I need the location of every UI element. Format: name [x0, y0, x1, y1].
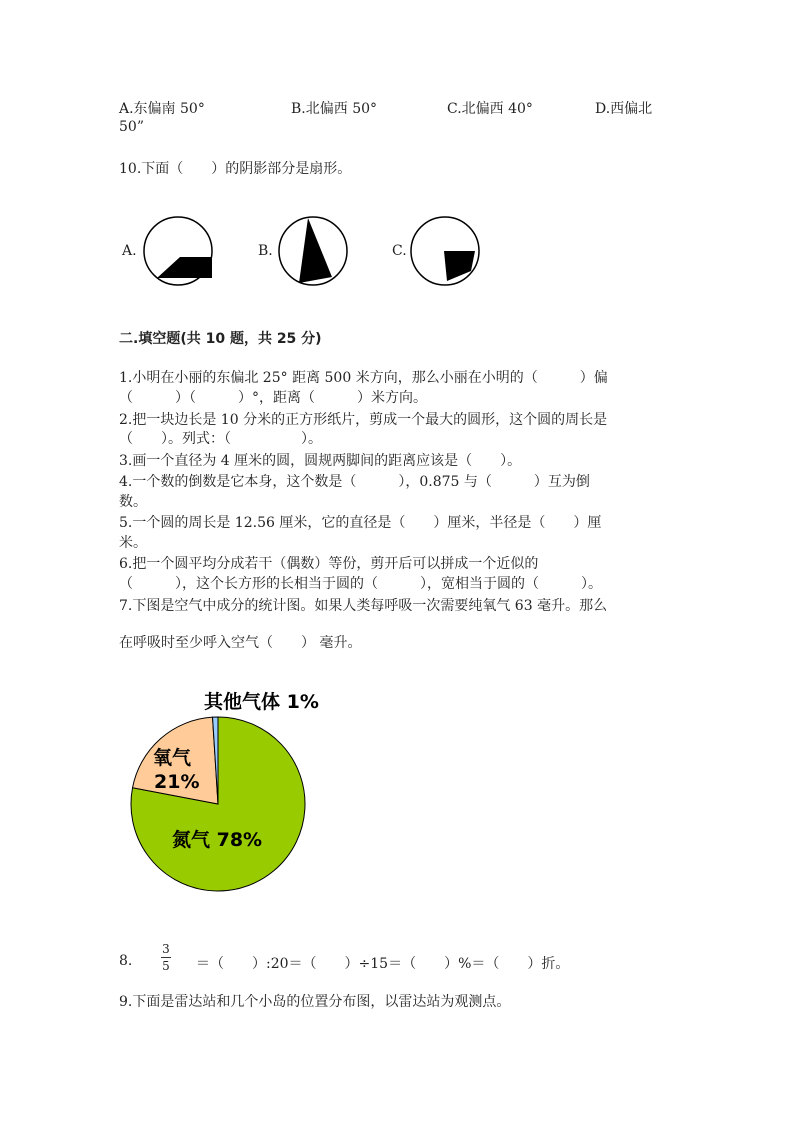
label-other-gas: 其他气体 1% — [204, 691, 319, 713]
option-d: D.西偏北 — [595, 101, 653, 117]
label-oxygen: 氧气 — [153, 747, 192, 769]
question-4-line-2: 数。 — [119, 494, 147, 510]
circle-c-diagram — [410, 216, 480, 286]
question-6-line-1: 6.把一个圆平均分成若干（偶数）等份，剪开后可以拼成一个近似的 — [119, 556, 539, 572]
question-6-line-2: （ ），这个长方形的长相当于圆的（ ），宽相当于圆的（ ）。 — [119, 576, 602, 592]
option-b-label: B. — [258, 243, 273, 259]
circle-a-diagram — [143, 216, 213, 286]
question-8-expression: ＝（ ）:20＝（ ）÷15＝（ ）%＝（ ）折。 — [196, 956, 570, 972]
question-5-line-1: 5.一个圆的周长是 12.56 厘米，它的直径是（ ）厘米，半径是（ ）厘 — [119, 515, 602, 531]
question-7-line-2: 在呼吸时至少呼入空气（ ） 毫升。 — [119, 635, 362, 651]
option-c: C.北偏西 40° — [447, 101, 533, 117]
question-2-line-1: 2.把一块边长是 10 分米的正方形纸片，剪成一个最大的圆形，这个圆的周长是 — [119, 412, 608, 428]
option-a-label: A. — [122, 243, 137, 259]
circle-b-diagram — [278, 216, 348, 286]
question-2-line-2: （ ）。列式：（ ）。 — [119, 431, 322, 447]
label-nitrogen: 氮气 78% — [172, 829, 263, 851]
fraction-numerator: 3 — [162, 942, 170, 956]
question-8-number: 8. — [119, 953, 133, 969]
question-1-line-1: 1.小明在小丽的东偏北 25° 距离 500 米方向，那么小丽在小明的（ ）偏 — [119, 370, 608, 386]
question-1-line-2: （ ）（ ）°，距离（ ）米方向。 — [119, 390, 427, 406]
option-c-label: C. — [392, 243, 407, 259]
section-2-heading: 二.填空题(共 10 题，共 25 分) — [119, 331, 322, 347]
option-d-continued: 50” — [119, 119, 144, 135]
label-oxygen-percent: 21% — [154, 771, 200, 793]
fraction-bar — [161, 957, 171, 958]
fraction-three-fifths — [158, 942, 174, 973]
question-3: 3.画一个直径为 4 厘米的圆，圆规两脚间的距离应该是（ ）。 — [119, 453, 522, 469]
question-10-stem: 10.下面（ ）的阴影部分是扇形。 — [119, 161, 352, 177]
question-7-line-1: 7.下图是空气中成分的统计图。如果人类每呼吸一次需要纯氧气 63 毫升。那么 — [119, 598, 608, 614]
fraction-denominator: 5 — [162, 959, 170, 973]
option-b: B.北偏西 50° — [291, 101, 378, 117]
air-composition-pie-chart — [120, 680, 320, 900]
question-4-line-1: 4.一个数的倒数是它本身，这个数是（ ），0.875 与（ ）互为倒 — [119, 474, 590, 490]
question-5-line-2: 米。 — [119, 535, 147, 551]
option-a: A.东偏南 50° — [119, 101, 205, 117]
question-9-stem: 9.下面是雷达站和几个小岛的位置分布图，以雷达站为观测点。 — [119, 994, 511, 1010]
